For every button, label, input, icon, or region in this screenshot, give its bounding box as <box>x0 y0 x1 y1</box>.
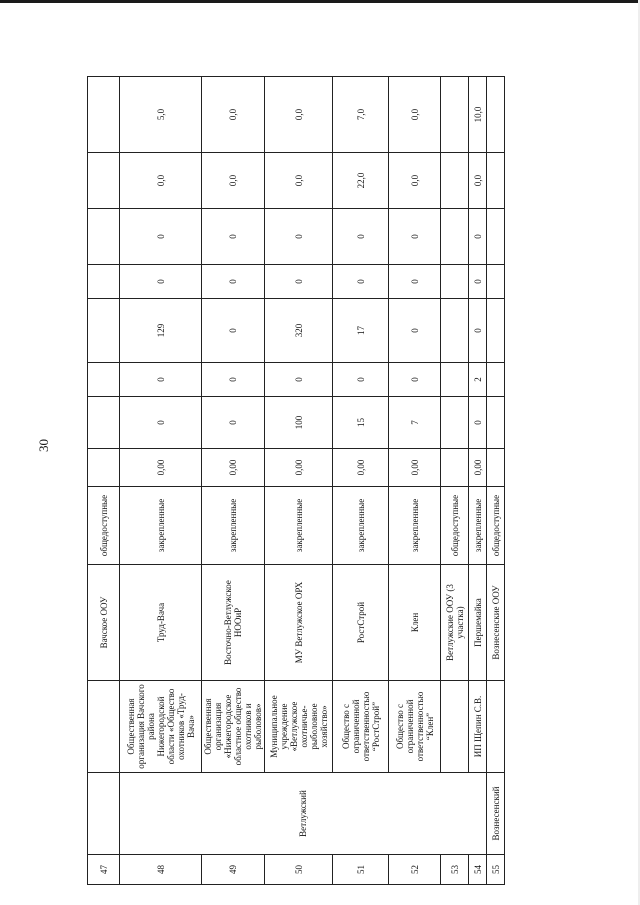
cell-c5: 0 <box>469 209 487 265</box>
cell-c5: 0 <box>202 209 265 265</box>
cell-c4: 0 <box>202 265 265 299</box>
cell-c7: 10,0 <box>469 77 487 153</box>
cell-c3 <box>441 299 469 363</box>
cell-c3: 129 <box>120 299 202 363</box>
cell-c1: 100 <box>265 397 333 449</box>
cell-c6: 0,0 <box>120 153 202 209</box>
table-body <box>88 77 505 885</box>
cell-org <box>441 681 469 773</box>
cell-num: 55 <box>487 855 505 885</box>
cell-area: 0,00 <box>265 449 333 487</box>
cell-c5: 0 <box>333 209 389 265</box>
table-row <box>469 77 487 885</box>
table-row <box>202 77 265 885</box>
cell-ooo: Труд-Вача <box>120 565 202 681</box>
cell-ooo: РостСтрой <box>333 565 389 681</box>
cell-c1 <box>88 397 120 449</box>
cell-c2: 2 <box>469 363 487 397</box>
cell-c7: 0,0 <box>202 77 265 153</box>
table-row <box>333 77 389 885</box>
table-row <box>265 77 333 885</box>
cell-ooo: Першемайка <box>469 565 487 681</box>
cell-ooo: МУ Ветлужское ОРХ <box>265 565 333 681</box>
cell-c5: 0 <box>265 209 333 265</box>
cell-c2: 0 <box>389 363 441 397</box>
cell-c4: 0 <box>469 265 487 299</box>
cell-c1: 15 <box>333 397 389 449</box>
cell-c3 <box>487 299 505 363</box>
cell-area: 0,00 <box>389 449 441 487</box>
cell-type: общедоступные <box>441 487 469 565</box>
cell-type: закрепленные <box>202 487 265 565</box>
cell-type: закрепленные <box>333 487 389 565</box>
cell-district: Вознесенский <box>487 773 505 855</box>
cell-c6 <box>88 153 120 209</box>
cell-org <box>88 681 120 773</box>
cell-ooo: Восточно-Ветлужское НООиР <box>202 565 265 681</box>
cell-num: 52 <box>389 855 441 885</box>
cell-c7: 0,0 <box>265 77 333 153</box>
cell-c1: 0 <box>469 397 487 449</box>
cell-c2: 0 <box>333 363 389 397</box>
cell-c3: 320 <box>265 299 333 363</box>
cell-c5: 0 <box>389 209 441 265</box>
cell-c3 <box>88 299 120 363</box>
cell-type: общедоступные <box>88 487 120 565</box>
cell-area <box>441 449 469 487</box>
cell-c1: 7 <box>389 397 441 449</box>
cell-c7: 0,0 <box>389 77 441 153</box>
cell-c3: 0 <box>389 299 441 363</box>
cell-c6 <box>487 153 505 209</box>
cell-c6: 0,0 <box>265 153 333 209</box>
cell-c6: 0,0 <box>202 153 265 209</box>
cell-num: 47 <box>88 855 120 885</box>
cell-area: 0,00 <box>469 449 487 487</box>
cell-type: закрепленные <box>389 487 441 565</box>
cell-org: Общество с ограниченной ответственностью “Клен” <box>389 681 441 773</box>
hunting-grounds-table <box>87 76 505 885</box>
cell-org: Муниципальное учреждение «Ветлужское охотничье-рыболовное хозяйство» <box>265 681 333 773</box>
cell-c2 <box>441 363 469 397</box>
cell-c7 <box>441 77 469 153</box>
cell-num: 51 <box>333 855 389 885</box>
cell-c6 <box>441 153 469 209</box>
cell-c2: 0 <box>202 363 265 397</box>
cell-area: 0,00 <box>120 449 202 487</box>
cell-c5: 0 <box>120 209 202 265</box>
cell-c1 <box>441 397 469 449</box>
cell-ooo: Ветлужские ООУ (3 участка) <box>441 565 469 681</box>
cell-c7: 5,0 <box>120 77 202 153</box>
cell-ooo: Вачское ООУ <box>88 565 120 681</box>
cell-area <box>487 449 505 487</box>
cell-district <box>88 773 120 855</box>
cell-type: закрепленные <box>120 487 202 565</box>
cell-ooo: Клен <box>389 565 441 681</box>
cell-c5 <box>441 209 469 265</box>
rotated-table-container <box>87 77 503 885</box>
cell-c4 <box>441 265 469 299</box>
cell-num: 50 <box>265 855 333 885</box>
cell-c2 <box>88 363 120 397</box>
cell-c7: 7,0 <box>333 77 389 153</box>
cell-num: 48 <box>120 855 202 885</box>
cell-c5 <box>487 209 505 265</box>
cell-c7 <box>88 77 120 153</box>
cell-c4: 0 <box>265 265 333 299</box>
cell-c1: 0 <box>202 397 265 449</box>
cell-type: закрепленные <box>469 487 487 565</box>
cell-type: закрепленные <box>265 487 333 565</box>
cell-num: 49 <box>202 855 265 885</box>
cell-c3: 17 <box>333 299 389 363</box>
cell-type: общедоступные <box>487 487 505 565</box>
cell-c3: 0 <box>469 299 487 363</box>
cell-area: 0,00 <box>202 449 265 487</box>
cell-org <box>487 681 505 773</box>
cell-c6: 0,0 <box>389 153 441 209</box>
cell-c4 <box>487 265 505 299</box>
cell-c4: 0 <box>389 265 441 299</box>
scan-top-border <box>0 0 640 3</box>
cell-c4 <box>88 265 120 299</box>
cell-c4: 0 <box>120 265 202 299</box>
cell-c3: 0 <box>202 299 265 363</box>
table-row <box>441 77 469 885</box>
cell-org: ИП Щепин С.В. <box>469 681 487 773</box>
cell-c4: 0 <box>333 265 389 299</box>
table-row <box>389 77 441 885</box>
cell-c2 <box>487 363 505 397</box>
cell-ooo: Вознесенские ООУ <box>487 565 505 681</box>
cell-org: Общественная организация «Нижегородское областное общество охотников и рыболовов» <box>202 681 265 773</box>
cell-c6: 22,0 <box>333 153 389 209</box>
cell-c6: 0,0 <box>469 153 487 209</box>
cell-district: Ветлужский <box>120 773 487 855</box>
cell-c1 <box>487 397 505 449</box>
cell-c2: 0 <box>265 363 333 397</box>
cell-org: Общество с ограниченной ответственностью “РостСтрой” <box>333 681 389 773</box>
cell-c1: 0 <box>120 397 202 449</box>
cell-area <box>88 449 120 487</box>
page-number: 30 <box>36 439 51 452</box>
cell-c2: 0 <box>120 363 202 397</box>
table-row <box>487 77 505 885</box>
cell-num: 54 <box>469 855 487 885</box>
cell-org: Общественная организация Вачского района Нижегородской области «Общество охотников «Труд-Вача» <box>120 681 202 773</box>
cell-c7 <box>487 77 505 153</box>
cell-c5 <box>88 209 120 265</box>
table-row <box>88 77 120 885</box>
table-row <box>120 77 202 885</box>
cell-num: 53 <box>441 855 469 885</box>
cell-area: 0,00 <box>333 449 389 487</box>
